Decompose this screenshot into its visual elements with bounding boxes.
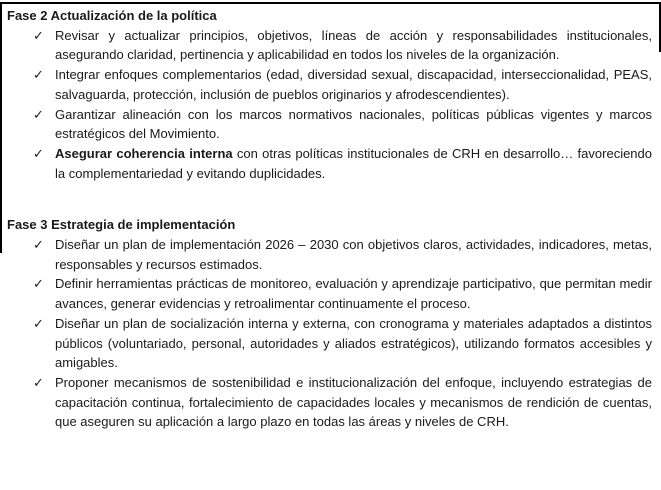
section-heading: Fase 3 Estrategia de implementación <box>7 217 236 233</box>
bullet-item <box>7 65 652 104</box>
checkmark-icon: ✓ <box>33 276 44 292</box>
bullet-text: Diseñar un plan de implementación 2026 – 2030 con objetivos claros, actividades, indicadores, metas, responsables y recursos estimados. <box>55 237 652 272</box>
checkmark-icon: ✓ <box>33 27 44 43</box>
bullet-item <box>7 373 652 432</box>
checkmark-icon: ✓ <box>33 145 44 161</box>
bullet-text: Integrar enfoques complementarios (edad, diversidad sexual, discapacidad, interseccionalidad, PEAS, salvaguarda, protección, inclusión de pueblos originarios y afrodescendientes). <box>55 67 652 102</box>
section-fase-3 <box>7 215 652 432</box>
bullet-text: Revisar y actualizar principios, objetivos, líneas de acción y responsabilidades institucionales, asegurando claridad, pertinencia y aplicabilidad en todos los niveles de la organización. <box>55 27 652 63</box>
bullet-text: Diseñar un plan de socialización interna y externa, con cronograma y materiales adaptados a distintos públicos (voluntariado, personal, autoridades y aliados estratégicos), utilizando formatos accesibles y amigables. <box>55 315 652 371</box>
bullet-item <box>7 314 652 373</box>
bullet-item <box>7 144 652 183</box>
checkmark-icon: ✓ <box>33 374 44 390</box>
bullet-item <box>7 235 652 274</box>
bullet-text: Garantizar alineación con los marcos normativos nacionales, políticas públicas vigentes y marcos estratégicos del Movimiento. <box>55 106 652 142</box>
table-border-top <box>0 2 661 4</box>
checkmark-icon: ✓ <box>33 106 44 122</box>
section-heading: Fase 2 Actualización de la política <box>7 8 217 23</box>
bullet-text: Proponer mecanismos de sostenibilidad e institucionalización del enfoque, incluyendo estrategias de capacitación continua, fortalecimiento de capacidades locales y mecanismos de rendición de cuentas, que aseguren su aplicación a largo plazo en todas las áreas y niveles de CRH. <box>55 374 652 430</box>
table-border-left <box>0 2 2 253</box>
document-page <box>7 6 652 432</box>
bullet-bold-text: Asegurar coherencia interna <box>55 145 233 161</box>
section-fase-2 <box>7 6 652 183</box>
bullet-list <box>7 235 652 432</box>
checkmark-icon: ✓ <box>33 315 44 331</box>
checkmark-icon: ✓ <box>33 67 44 83</box>
bullet-item <box>7 274 652 313</box>
bullet-item <box>7 26 652 65</box>
bullet-text: con otras políticas institucionales de CRH en desarrollo… favoreciendo la complementariedad y evitando duplicidades. <box>55 145 652 181</box>
checkmark-icon: ✓ <box>33 237 44 253</box>
section-gap <box>7 183 652 215</box>
bullet-item <box>7 105 652 144</box>
bullet-list <box>7 26 652 184</box>
bullet-text: Definir herramientas prácticas de monitoreo, evaluación y aprendizaje participativo, que permitan medir avances, generar evidencias y retroalimentar continuamente el proceso. <box>55 276 652 312</box>
